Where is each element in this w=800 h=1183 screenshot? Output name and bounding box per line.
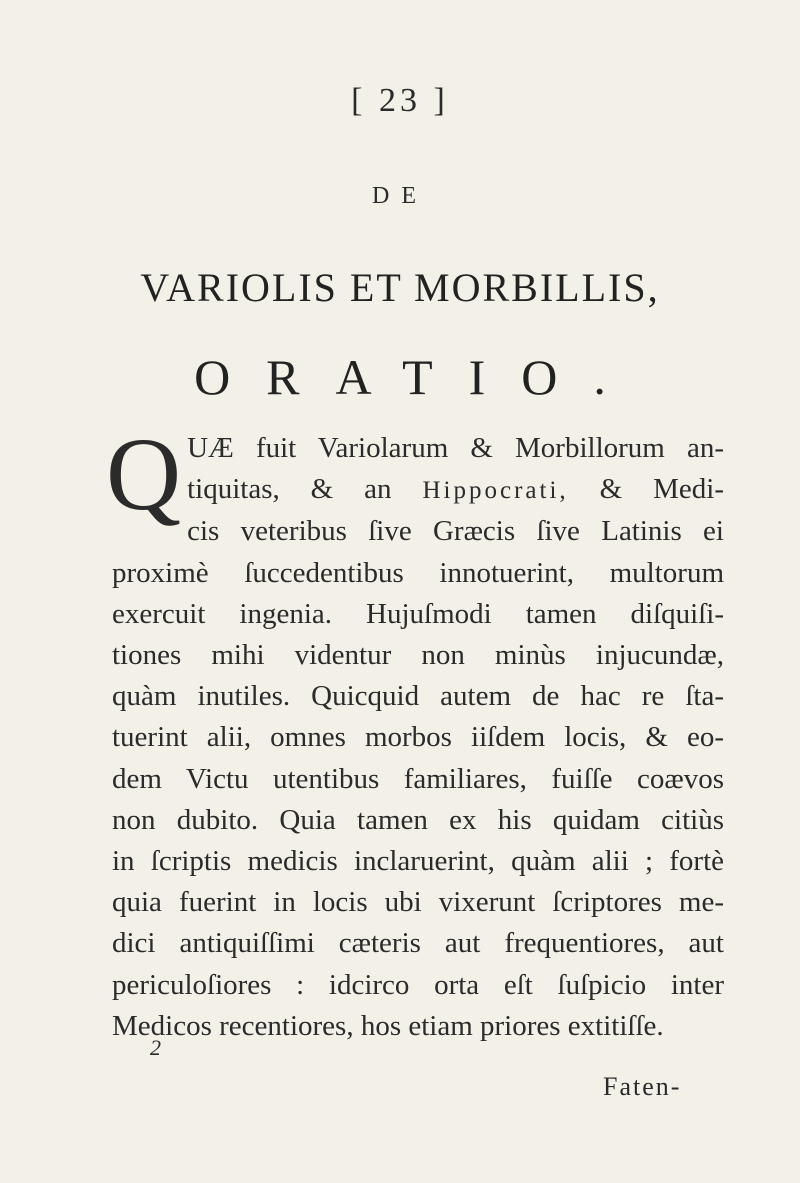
heading-de: DE bbox=[372, 183, 428, 209]
text-line: dem Victu utentibus familiares, fuiſſe coævos bbox=[112, 762, 724, 795]
drop-cap: Q bbox=[106, 417, 182, 532]
page-title: VARIOLIS ET MORBILLIS, bbox=[140, 265, 660, 310]
author-name: Hippocrati, bbox=[422, 477, 569, 505]
text-line: cis veteribus ſive Græcis ſive Latinis ei bbox=[187, 515, 724, 548]
body-paragraph bbox=[106, 417, 724, 1047]
text-segment: tiquitas, & an bbox=[187, 473, 423, 506]
text-line: proximè ſuccedentibus innotuerint, multorum bbox=[112, 556, 724, 589]
text-line: quàm inutiles. Quicquid autem de hac re ſta- bbox=[112, 680, 724, 713]
text-line: Medicos recentiores, hos etiam priores extitiſſe. bbox=[112, 1009, 664, 1042]
signature-mark: 2 bbox=[150, 1035, 161, 1060]
text-line: exercuit ingenia. Hujuſmodi tamen diſquiſi- bbox=[112, 597, 724, 630]
text-line: tuerint alii, omnes morbos iiſdem locis, & eo- bbox=[112, 721, 724, 754]
text-line: in ſcriptis medicis inclaruerint, quàm alii ; fortè bbox=[112, 845, 724, 878]
text-line: non dubito. Quia tamen ex his quidam citiùs bbox=[112, 803, 724, 836]
page-subtitle: ORATIO. bbox=[194, 349, 642, 405]
text-line bbox=[112, 469, 724, 511]
text-line: dici antiquiſſimi cæteris aut frequentiores, aut bbox=[112, 927, 724, 960]
text-line: UÆ fuit Variolarum & Morbillorum an- bbox=[187, 432, 724, 464]
text-segment: & Medi- bbox=[568, 473, 724, 506]
text-line: tiones mihi videntur non minùs injucundæ, bbox=[112, 639, 724, 672]
page-number: [ 23 ] bbox=[351, 82, 449, 119]
catchword: Faten- bbox=[603, 1072, 682, 1101]
text-line: periculoſiores : idcirco orta eſt ſuſpicio inter bbox=[112, 968, 724, 1001]
text-line: quia fuerint in locis ubi vixerunt ſcriptores me- bbox=[112, 886, 724, 919]
